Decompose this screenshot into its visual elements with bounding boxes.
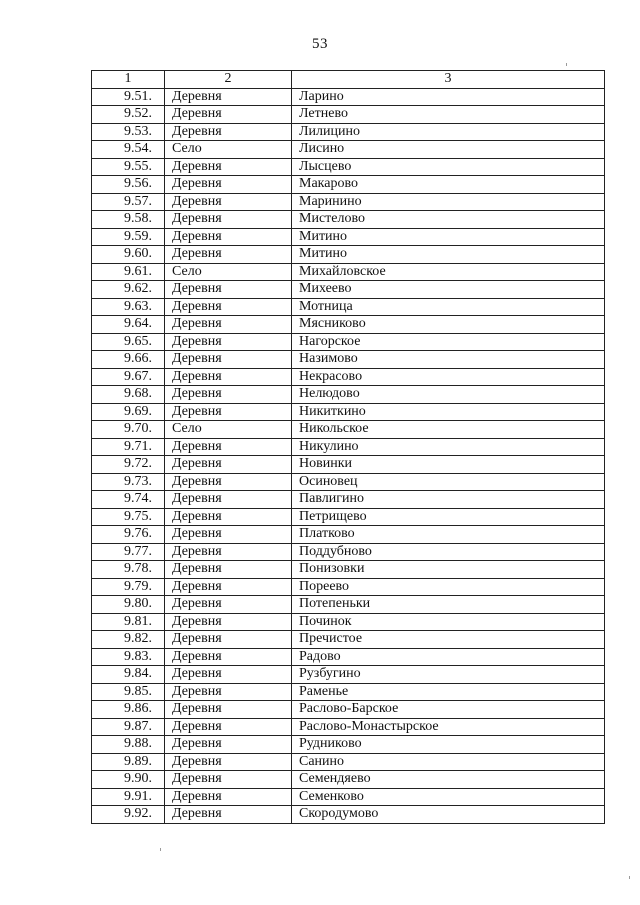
table-row	[92, 438, 605, 456]
table-row	[92, 736, 605, 754]
settlement-type-cell: Деревня	[165, 193, 292, 211]
table-row	[92, 158, 605, 176]
table-row	[92, 421, 605, 439]
settlement-type-cell: Деревня	[165, 578, 292, 596]
table-row	[92, 613, 605, 631]
row-number-cell: 9.61.	[92, 263, 165, 281]
table-row	[92, 701, 605, 719]
row-number-cell: 9.66.	[92, 351, 165, 369]
settlement-name-cell: Мистелово	[292, 211, 605, 229]
row-number-cell: 9.76.	[92, 526, 165, 544]
table-row	[92, 298, 605, 316]
table-row	[92, 753, 605, 771]
row-number-cell: 9.70.	[92, 421, 165, 439]
row-number-cell: 9.64.	[92, 316, 165, 334]
table-row	[92, 648, 605, 666]
row-number-cell: 9.74.	[92, 491, 165, 509]
settlement-type-cell: Деревня	[165, 88, 292, 106]
row-number-cell: 9.78.	[92, 561, 165, 579]
row-number-cell: 9.58.	[92, 211, 165, 229]
table-row	[92, 771, 605, 789]
row-number-cell: 9.75.	[92, 508, 165, 526]
settlement-name-cell: Пречистое	[292, 631, 605, 649]
table-row	[92, 561, 605, 579]
settlement-name-cell: Мясниково	[292, 316, 605, 334]
settlement-name-cell: Некрасово	[292, 368, 605, 386]
table-row	[92, 578, 605, 596]
table-row	[92, 491, 605, 509]
row-number-cell: 9.55.	[92, 158, 165, 176]
settlement-type-cell: Деревня	[165, 701, 292, 719]
settlement-type-cell: Деревня	[165, 456, 292, 474]
settlement-type-cell: Деревня	[165, 648, 292, 666]
table-row	[92, 316, 605, 334]
settlement-type-cell: Деревня	[165, 718, 292, 736]
settlement-type-cell: Деревня	[165, 753, 292, 771]
row-number-cell: 9.82.	[92, 631, 165, 649]
scan-speck	[566, 63, 567, 66]
settlements-table	[91, 70, 605, 824]
settlement-name-cell: Никулино	[292, 438, 605, 456]
row-number-cell: 9.54.	[92, 141, 165, 159]
row-number-cell: 9.84.	[92, 666, 165, 684]
table-header-row	[92, 71, 605, 89]
settlement-name-cell: Никольское	[292, 421, 605, 439]
settlement-type-cell: Деревня	[165, 438, 292, 456]
settlement-name-cell: Пореево	[292, 578, 605, 596]
settlement-type-cell: Деревня	[165, 736, 292, 754]
row-number-cell: 9.72.	[92, 456, 165, 474]
row-number-cell: 9.51.	[92, 88, 165, 106]
table-row	[92, 508, 605, 526]
row-number-cell: 9.90.	[92, 771, 165, 789]
settlement-type-cell: Деревня	[165, 543, 292, 561]
settlement-type-cell: Деревня	[165, 351, 292, 369]
settlement-type-cell: Село	[165, 421, 292, 439]
settlement-type-cell: Деревня	[165, 631, 292, 649]
row-number-cell: 9.71.	[92, 438, 165, 456]
row-number-cell: 9.89.	[92, 753, 165, 771]
table-row	[92, 141, 605, 159]
row-number-cell: 9.86.	[92, 701, 165, 719]
settlement-name-cell: Осиновец	[292, 473, 605, 491]
settlement-type-cell: Деревня	[165, 368, 292, 386]
row-number-cell: 9.60.	[92, 246, 165, 264]
settlement-name-cell: Нелюдово	[292, 386, 605, 404]
table-row	[92, 263, 605, 281]
table-row	[92, 281, 605, 299]
table-row	[92, 596, 605, 614]
table-row	[92, 386, 605, 404]
settlement-name-cell: Михайловское	[292, 263, 605, 281]
table-row	[92, 368, 605, 386]
settlement-type-cell: Деревня	[165, 491, 292, 509]
row-number-cell: 9.80.	[92, 596, 165, 614]
settlement-name-cell: Раслово-Монастырское	[292, 718, 605, 736]
table-row	[92, 526, 605, 544]
settlement-name-cell: Мотница	[292, 298, 605, 316]
settlement-name-cell: Нагорское	[292, 333, 605, 351]
settlement-name-cell: Лысцево	[292, 158, 605, 176]
settlement-type-cell: Деревня	[165, 403, 292, 421]
table-row	[92, 788, 605, 806]
settlement-name-cell: Макарово	[292, 176, 605, 194]
scan-speck	[629, 876, 630, 879]
table-row	[92, 246, 605, 264]
row-number-cell: 9.79.	[92, 578, 165, 596]
settlement-name-cell: Радово	[292, 648, 605, 666]
row-number-cell: 9.63.	[92, 298, 165, 316]
row-number-cell: 9.91.	[92, 788, 165, 806]
settlement-type-cell: Деревня	[165, 123, 292, 141]
table-row	[92, 193, 605, 211]
row-number-cell: 9.65.	[92, 333, 165, 351]
table-row	[92, 666, 605, 684]
settlement-name-cell: Семенково	[292, 788, 605, 806]
row-number-cell: 9.85.	[92, 683, 165, 701]
settlement-name-cell: Рудниково	[292, 736, 605, 754]
settlement-name-cell: Понизовки	[292, 561, 605, 579]
table-row	[92, 228, 605, 246]
settlement-type-cell: Деревня	[165, 526, 292, 544]
settlement-type-cell: Село	[165, 141, 292, 159]
settlement-type-cell: Деревня	[165, 613, 292, 631]
table-row	[92, 123, 605, 141]
settlement-type-cell: Деревня	[165, 316, 292, 334]
settlement-type-cell: Деревня	[165, 106, 292, 124]
settlement-name-cell: Санино	[292, 753, 605, 771]
row-number-cell: 9.53.	[92, 123, 165, 141]
settlement-name-cell: Раслово-Барское	[292, 701, 605, 719]
row-number-cell: 9.59.	[92, 228, 165, 246]
settlement-type-cell: Деревня	[165, 298, 292, 316]
settlement-type-cell: Деревня	[165, 176, 292, 194]
settlement-type-cell: Деревня	[165, 246, 292, 264]
settlement-name-cell: Платково	[292, 526, 605, 544]
table-row	[92, 176, 605, 194]
settlement-name-cell: Никиткино	[292, 403, 605, 421]
settlement-name-cell: Ларино	[292, 88, 605, 106]
settlement-type-cell: Деревня	[165, 683, 292, 701]
settlement-type-cell: Деревня	[165, 281, 292, 299]
settlement-name-cell: Митино	[292, 228, 605, 246]
column-header-number: 1	[92, 71, 165, 89]
settlement-type-cell: Деревня	[165, 596, 292, 614]
settlement-name-cell: Семендяево	[292, 771, 605, 789]
table-row	[92, 211, 605, 229]
row-number-cell: 9.52.	[92, 106, 165, 124]
table-row	[92, 718, 605, 736]
settlement-name-cell: Павлигино	[292, 491, 605, 509]
table-row	[92, 543, 605, 561]
table-row	[92, 106, 605, 124]
table-row	[92, 806, 605, 824]
settlement-name-cell: Маринино	[292, 193, 605, 211]
table-row	[92, 88, 605, 106]
settlement-type-cell: Деревня	[165, 806, 292, 824]
row-number-cell: 9.87.	[92, 718, 165, 736]
table-row	[92, 631, 605, 649]
settlement-name-cell: Летнево	[292, 106, 605, 124]
table-row	[92, 351, 605, 369]
row-number-cell: 9.83.	[92, 648, 165, 666]
settlement-name-cell: Митино	[292, 246, 605, 264]
row-number-cell: 9.56.	[92, 176, 165, 194]
row-number-cell: 9.68.	[92, 386, 165, 404]
settlement-name-cell: Петрищево	[292, 508, 605, 526]
settlement-type-cell: Деревня	[165, 158, 292, 176]
settlement-type-cell: Деревня	[165, 386, 292, 404]
settlement-name-cell: Починок	[292, 613, 605, 631]
page-number: 53	[312, 36, 328, 52]
settlement-type-cell: Деревня	[165, 771, 292, 789]
settlement-type-cell: Село	[165, 263, 292, 281]
row-number-cell: 9.62.	[92, 281, 165, 299]
table-row	[92, 333, 605, 351]
settlement-name-cell: Новинки	[292, 456, 605, 474]
row-number-cell: 9.57.	[92, 193, 165, 211]
row-number-cell: 9.88.	[92, 736, 165, 754]
table-body	[92, 88, 605, 823]
settlement-type-cell: Деревня	[165, 228, 292, 246]
table-row	[92, 456, 605, 474]
settlement-type-cell: Деревня	[165, 473, 292, 491]
settlement-name-cell: Михеево	[292, 281, 605, 299]
row-number-cell: 9.69.	[92, 403, 165, 421]
settlement-type-cell: Деревня	[165, 788, 292, 806]
row-number-cell: 9.77.	[92, 543, 165, 561]
settlement-type-cell: Деревня	[165, 508, 292, 526]
settlement-name-cell: Рузбугино	[292, 666, 605, 684]
table-row	[92, 473, 605, 491]
table-row	[92, 683, 605, 701]
row-number-cell: 9.92.	[92, 806, 165, 824]
settlement-name-cell: Назимово	[292, 351, 605, 369]
settlement-type-cell: Деревня	[165, 211, 292, 229]
settlement-type-cell: Деревня	[165, 333, 292, 351]
settlement-name-cell: Лисино	[292, 141, 605, 159]
settlement-type-cell: Деревня	[165, 561, 292, 579]
column-header-type: 2	[165, 71, 292, 89]
row-number-cell: 9.81.	[92, 613, 165, 631]
row-number-cell: 9.67.	[92, 368, 165, 386]
table-row	[92, 403, 605, 421]
settlement-name-cell: Лилицино	[292, 123, 605, 141]
settlement-name-cell: Поддубново	[292, 543, 605, 561]
row-number-cell: 9.73.	[92, 473, 165, 491]
settlement-name-cell: Потепеньки	[292, 596, 605, 614]
settlement-type-cell: Деревня	[165, 666, 292, 684]
column-header-name: 3	[292, 71, 605, 89]
scan-speck	[160, 848, 161, 851]
settlement-name-cell: Скородумово	[292, 806, 605, 824]
settlement-name-cell: Раменье	[292, 683, 605, 701]
